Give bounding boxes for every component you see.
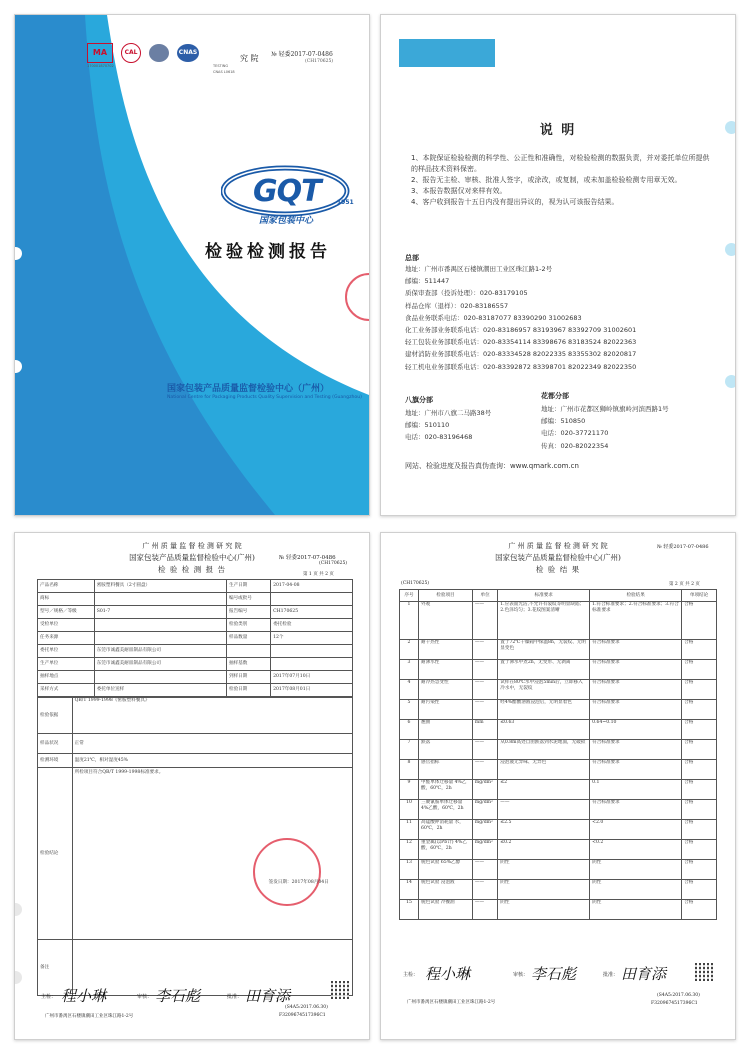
- info-label: 采样方式: [38, 684, 95, 697]
- table-cell: 重金属(以Pb计) 4%乙酸，60℃，2h: [419, 840, 473, 860]
- report-number: № 轻委2017-07-0486: [657, 544, 709, 550]
- hq-line: 轻工包装业务部联系电话：020-83354114 83398676 83183524 82022363: [405, 338, 637, 347]
- results-title: 检 验 结 果: [535, 565, 581, 574]
- role-label: 审核：: [513, 972, 529, 978]
- info-value: [271, 593, 353, 606]
- official-seal: [253, 838, 321, 906]
- info-label: 抽样地点: [38, 671, 95, 684]
- report-cover-page: [14, 14, 370, 516]
- table-cell: 合格: [682, 760, 717, 780]
- table-cell: 合格: [682, 800, 717, 820]
- hq-line: 样品仓库（退样）：020-83186557: [405, 301, 509, 310]
- hq-line: 地址：广州市番禺区石楼镇潮田工业区珠江路1-2号: [405, 265, 553, 273]
- info-value: 东莞市诚鑫美耐皿制品有限公司: [94, 658, 226, 671]
- table-cell: 合格: [682, 840, 717, 860]
- table-cell: 1.应表面光洁,不允许有裂纹等明显缺陷；2.色泽均匀；3.花纹图案清晰: [498, 602, 590, 640]
- page-info: 第 2 页 共 2 页: [669, 582, 700, 587]
- table-row: [400, 900, 717, 920]
- column-header: 标准要求: [498, 590, 590, 602]
- table-row: [400, 800, 717, 820]
- branch-line: 地址：广州市花都区狮岭镇旗岭河滨西路1号: [541, 405, 669, 413]
- cnca-badge-icon: [149, 44, 169, 62]
- branch-line: 传真：020-82022354: [541, 441, 609, 450]
- binding-hole: [725, 243, 736, 256]
- table-cell: 感官指标: [419, 760, 473, 780]
- report-info-table: [37, 579, 353, 996]
- table-row: [400, 860, 717, 880]
- info-label: 检验日期: [226, 684, 270, 697]
- binding-hole: [14, 903, 22, 916]
- table-cell: 符合标准要求: [590, 700, 682, 720]
- role-label: 主检：: [403, 972, 419, 978]
- table-cell: 翘曲: [419, 720, 473, 740]
- table-cell: 合格: [682, 820, 717, 840]
- footer-address: 广州市番禺区石楼镇潮田工业区珠江路1-2号: [45, 1014, 134, 1019]
- table-row: [400, 602, 717, 640]
- table-cell: 阴性: [498, 860, 590, 880]
- notes-title: 说 明: [539, 123, 577, 138]
- table-cell: ——: [472, 602, 497, 640]
- table-cell: 14: [400, 880, 419, 900]
- info-label: 任务来源: [38, 632, 95, 645]
- table-cell: mg/dm²: [472, 800, 497, 820]
- table-row: [400, 660, 717, 680]
- table-cell: 13: [400, 860, 419, 880]
- table-cell: 合格: [682, 660, 717, 680]
- branch2-contacts: [541, 403, 669, 452]
- info-value: 2017年08月01日: [271, 684, 353, 697]
- centre-name-cn: 国家包装产品质量监督检验中心（广州）: [167, 384, 330, 394]
- table-cell: 符合标准要求: [590, 760, 682, 780]
- accreditation-badges: [87, 43, 199, 63]
- column-header: 单项结论: [682, 590, 717, 602]
- info-label: 产品名称: [38, 580, 95, 593]
- info-value: 2017年07月10日: [271, 671, 353, 684]
- table-row: [400, 720, 717, 740]
- table-cell: ——: [472, 640, 497, 660]
- table-cell: mg/dm²: [472, 840, 497, 860]
- info-value: [94, 619, 226, 632]
- table-cell: 阴性: [590, 900, 682, 920]
- table-cell: 阴性: [590, 860, 682, 880]
- table-cell: 1.符合标准要求；2.符合标准要求；3.符合标准要求: [590, 602, 682, 640]
- table-cell: 耐冷热急变性: [419, 680, 473, 700]
- table-row: [400, 680, 717, 700]
- header-bar: [399, 39, 495, 67]
- conclusion-value: 所检项目符合QB/T 1999-1998标准要求。: [74, 770, 164, 775]
- hq-contacts: [405, 263, 636, 373]
- results-table: [399, 589, 717, 920]
- table-cell: 合格: [682, 900, 717, 920]
- cal-badge-icon: CAL: [121, 43, 141, 63]
- cover-title: 检验检测报告: [205, 242, 331, 262]
- role-label: 审核：: [137, 994, 153, 1000]
- table-cell: 12: [400, 840, 419, 860]
- branch-line: 邮编：510850: [541, 417, 586, 426]
- table-cell: ——: [498, 800, 590, 820]
- info-label: 样品数量: [226, 632, 270, 645]
- table-cell: 符合标准要求: [590, 680, 682, 700]
- footer-code: F3209674517396C1: [651, 1001, 698, 1006]
- table-cell: ——: [472, 860, 497, 880]
- table-cell: 10: [400, 800, 419, 820]
- role-label: 主检：: [41, 994, 57, 1000]
- table-cell: 合格: [682, 740, 717, 760]
- website-line: 网站、检验进度及报告真伪查询：www.qmark.com.cn: [405, 462, 579, 470]
- info-value: 2017-04-08: [271, 580, 353, 593]
- table-cell: 2: [400, 640, 419, 660]
- table-cell: 阴性: [498, 900, 590, 920]
- conclusion-label: 检验结论: [38, 768, 73, 940]
- hq-line: 化工业务部业务联系电话：020-83186957 83193967 83392709 31002601: [405, 326, 637, 335]
- remark-label: 备注: [38, 940, 73, 996]
- column-header: 检验项目: [419, 590, 473, 602]
- table-cell: 脱色试验 65%乙醇: [419, 860, 473, 880]
- table-cell: mg/dm²: [472, 780, 497, 800]
- hq-line: 轻工机电业务部联系电话：020-83392872 83398701 82022349 82022350: [405, 362, 637, 371]
- table-cell: 合格: [682, 680, 717, 700]
- report-number: № 轻委2017-07-0486: [271, 51, 333, 58]
- table-cell: ——: [472, 740, 497, 760]
- info-value: [94, 632, 226, 645]
- info-row: [38, 632, 353, 645]
- hq-line: 建材消防业务部联系电话：020-83334528 82022335 83355302 82020817: [405, 350, 637, 359]
- info-value: [271, 658, 353, 671]
- side-text: 究 院: [240, 54, 259, 63]
- table-cell: 试样在80℃水中浸泡5min后，立即移入冷水中，无裂纹: [498, 680, 590, 700]
- column-header: 单位: [472, 590, 497, 602]
- centre-name: 国家包装产品质量监督检验中心(广州): [129, 553, 255, 562]
- info-row: [38, 684, 353, 697]
- table-cell: <0.2: [590, 840, 682, 860]
- centre-name: 国家包装产品质量监督检验中心(广州): [495, 553, 621, 562]
- basis-value: QB/T 1999-1998《密胺塑料餐具》: [72, 698, 352, 734]
- table-row: [400, 780, 717, 800]
- table-cell: 11: [400, 820, 419, 840]
- sign-date: 签发日期：2017年08月04日: [268, 880, 329, 885]
- table-cell: 置于72℃干燥箱中保温8h，无裂纹、无明显变色: [498, 640, 590, 660]
- ma-badge-icon: MA: [87, 43, 113, 63]
- table-cell: ≤2: [498, 780, 590, 800]
- table-cell: 经4%醋酸溶液浸泡后，无明显着色: [498, 700, 590, 720]
- table-cell: ≤0.2: [498, 840, 590, 860]
- table-row: [400, 740, 717, 760]
- info-label: 商标: [38, 593, 95, 606]
- centre-name-en: National Centre for Packaging Products Quality Supervision and Testing (Guangzhou): [167, 395, 362, 400]
- table-cell: 0.64~0.10: [590, 720, 682, 740]
- table-cell: 15: [400, 900, 419, 920]
- table-row: [400, 820, 717, 840]
- info-value: [94, 593, 226, 606]
- table-row: [400, 640, 717, 660]
- table-cell: 阴性: [498, 880, 590, 900]
- table-cell: 1: [400, 602, 419, 640]
- table-row: [400, 700, 717, 720]
- signature-reviewer: 李石彪: [155, 987, 201, 1005]
- branch-line: 邮编：510110: [405, 421, 450, 430]
- report-number: № 轻委2017-07-0486: [279, 555, 336, 561]
- table-cell: ——: [472, 680, 497, 700]
- table-cell: 6: [400, 720, 419, 740]
- info-row: [38, 671, 353, 684]
- table-cell: <2.0: [590, 820, 682, 840]
- table-cell: 9: [400, 780, 419, 800]
- notes-list: [411, 153, 711, 208]
- info-value: CH170625: [271, 606, 353, 619]
- table-cell: 耐污染性: [419, 700, 473, 720]
- page-info: 第 1 页 共 2 页: [303, 572, 334, 577]
- branch1-contacts: [405, 407, 491, 444]
- table-cell: 三聚氰胺单体迁移量 4%乙酸，60℃，2h: [419, 800, 473, 820]
- table-cell: ——: [472, 880, 497, 900]
- table-cell: 合格: [682, 720, 717, 740]
- table-cell: 跌落: [419, 740, 473, 760]
- column-header: 检验结果: [590, 590, 682, 602]
- table-cell: 符合标准要求: [590, 640, 682, 660]
- info-value: 委托检验: [271, 619, 353, 632]
- info-value: 密胺塑料餐具（2寸圆盘）: [94, 580, 226, 593]
- info-label: 受检单位: [38, 619, 95, 632]
- table-cell: ——: [472, 700, 497, 720]
- info-row: [38, 606, 353, 619]
- table-cell: 0.1: [590, 780, 682, 800]
- footer-address: 广州市番禺区石楼镇潮田工业区珠江路1-2号: [407, 1000, 496, 1005]
- table-cell: 8: [400, 760, 419, 780]
- table-cell: ——: [472, 760, 497, 780]
- table-cell: ≤2.5: [498, 820, 590, 840]
- table-cell: 合格: [682, 602, 717, 640]
- binding-hole: [725, 375, 736, 388]
- table-cell: 符合标准要求: [590, 740, 682, 760]
- info-label: 编号或批号: [226, 593, 270, 606]
- signature-inspector: 程小琳: [425, 965, 471, 983]
- info-value: [271, 645, 353, 658]
- table-cell: mm: [472, 720, 497, 740]
- info-row: [38, 619, 353, 632]
- cover-swoosh: [15, 15, 369, 515]
- logo-year: 1951: [337, 199, 354, 206]
- branch-line: 电话：020-83196468: [405, 433, 473, 442]
- branch1-label: 八旗分部: [405, 396, 433, 404]
- role-label: 批准：: [603, 972, 619, 978]
- info-row: [38, 580, 353, 593]
- info-value: 东莞市诚鑫美耐皿制品有限公司: [94, 645, 226, 658]
- table-cell: ——: [472, 660, 497, 680]
- table-cell: 合格: [682, 880, 717, 900]
- hq-line: 食品业务联系电话：020-83187077 83390290 31002683: [405, 313, 582, 322]
- note-item: 1、本院保证检验检测的科学性、公正性和准确性，对检验检测的数据负责，并对委托单位所提供的样品技术资料保密。: [411, 154, 710, 173]
- env-label: 检测环境: [38, 754, 73, 768]
- note-item: 2、报告无主检、审核、批准人签字，或涂改，或复制，或未加盖检验检测专用章无效。: [411, 176, 682, 184]
- env-value: 温度21℃，相对湿度45%: [72, 754, 352, 768]
- info-label: 型号／规格／等级: [38, 606, 95, 619]
- qr-code-icon: [695, 963, 713, 981]
- info-label: 生产单位: [38, 658, 95, 671]
- status-value: 正常: [72, 734, 352, 754]
- branch-line: 电话：020-37721170: [541, 429, 609, 438]
- report-number-sub: (CH170625): [401, 581, 430, 586]
- cnas-badge-icon: CNAS: [177, 44, 199, 62]
- info-value: 委托单位送样: [94, 684, 226, 697]
- results-page: [380, 532, 736, 1040]
- info-value: S01-7: [94, 606, 226, 619]
- table-cell: 脱色试验 浸泡液: [419, 880, 473, 900]
- binding-hole: [14, 971, 22, 984]
- table-cell: 符合标准要求: [590, 660, 682, 680]
- table-cell: 脱色试验 冷餐油: [419, 900, 473, 920]
- table-cell: 4: [400, 680, 419, 700]
- table-cell: 浸泡液无异味、无异色: [498, 760, 590, 780]
- table-cell: 7: [400, 740, 419, 760]
- note-item: 4、客户收到报告十五日内没有提出异议的，视为认可该报告结果。: [411, 198, 619, 206]
- table-cell: 合格: [682, 780, 717, 800]
- table-cell: 外观: [419, 602, 473, 640]
- table-row: [400, 880, 717, 900]
- footer-code: (S4A5:2017.06.30): [657, 993, 700, 998]
- table-cell: 3: [400, 660, 419, 680]
- table-cell: 合格: [682, 700, 717, 720]
- signature-inspector: 程小琳: [61, 987, 107, 1005]
- info-label: 委托单位: [38, 645, 95, 658]
- info-label: 生产日期: [226, 580, 270, 593]
- role-label: 批准：: [227, 994, 243, 1000]
- info-row: [38, 658, 353, 671]
- org-name: 广 州 质 量 监 督 检 测 研 究 院: [142, 542, 242, 550]
- basis-label: 检验依据: [38, 698, 73, 734]
- status-label: 样品状况: [38, 734, 73, 754]
- footer-code: F3209674517396C1: [279, 1013, 326, 1018]
- report-form-page: [14, 532, 370, 1040]
- logo-subtitle: 国家包装中心: [259, 216, 314, 226]
- hq-line: 质保审查部（投诉处理）：020-83179105: [405, 289, 528, 298]
- signature-approver: 田育添: [245, 987, 291, 1005]
- table-cell: 5: [400, 700, 419, 720]
- hq-label: 总部: [405, 254, 419, 262]
- footer-code: (S4A5:2017.06.30): [285, 1005, 328, 1010]
- info-label: [226, 645, 270, 658]
- table-row: [400, 760, 717, 780]
- info-value: 12个: [271, 632, 353, 645]
- table-cell: 阴性: [590, 880, 682, 900]
- qr-code-icon: [331, 981, 349, 999]
- signature-reviewer: 李石彪: [531, 965, 577, 983]
- table-cell: 从0.8m高处自由跌落到水泥地面，无破损: [498, 740, 590, 760]
- table-cell: 合格: [682, 860, 717, 880]
- signature-approver: 田育添: [621, 965, 667, 983]
- logo-text: GQT: [253, 174, 321, 209]
- table-cell: 符合标准要求: [590, 800, 682, 820]
- hq-line: 邮编：511447: [405, 277, 450, 286]
- info-label: 检验类别: [226, 619, 270, 632]
- info-label: 抽样基数: [226, 658, 270, 671]
- info-row: [38, 645, 353, 658]
- info-value: [94, 671, 226, 684]
- org-name: 广 州 质 量 监 督 检 测 研 究 院: [508, 542, 608, 550]
- report-number-sub: (CH170625): [305, 59, 334, 64]
- badge-code: TESTING: [213, 64, 229, 68]
- info-row: [38, 593, 353, 606]
- column-header: 序号: [400, 590, 419, 602]
- table-cell: mg/dm²: [472, 820, 497, 840]
- table-cell: 甲醛单体迁移量 4%乙酸，60℃，2h: [419, 780, 473, 800]
- table-cell: ——: [472, 900, 497, 920]
- branch-line: 地址：广州市八旗二马路38号: [405, 409, 492, 417]
- table-row: [400, 840, 717, 860]
- table-cell: 合格: [682, 640, 717, 660]
- badge-code: CNAS L0618: [213, 70, 235, 74]
- note-item: 3、本报告数据仅对来样有效。: [411, 187, 507, 195]
- badge-code: 170001870702: [87, 64, 114, 68]
- table-cell: 耐沸水性: [419, 660, 473, 680]
- table-cell: 耐干热性: [419, 640, 473, 660]
- table-cell: 高锰酸钾消耗量 水，60℃，2h: [419, 820, 473, 840]
- branch2-label: 花都分部: [541, 392, 569, 400]
- table-cell: ≤0.63: [498, 720, 590, 740]
- table-cell: 置于沸水中煮2h，无变形、无剥离: [498, 660, 590, 680]
- info-label: 报告编号: [226, 606, 270, 619]
- notes-page: [380, 14, 736, 516]
- info-label: 到样日期: [226, 671, 270, 684]
- report-title: 检 验 检 测 报 告: [158, 565, 226, 574]
- report-number-sub: (CH170625): [319, 561, 348, 566]
